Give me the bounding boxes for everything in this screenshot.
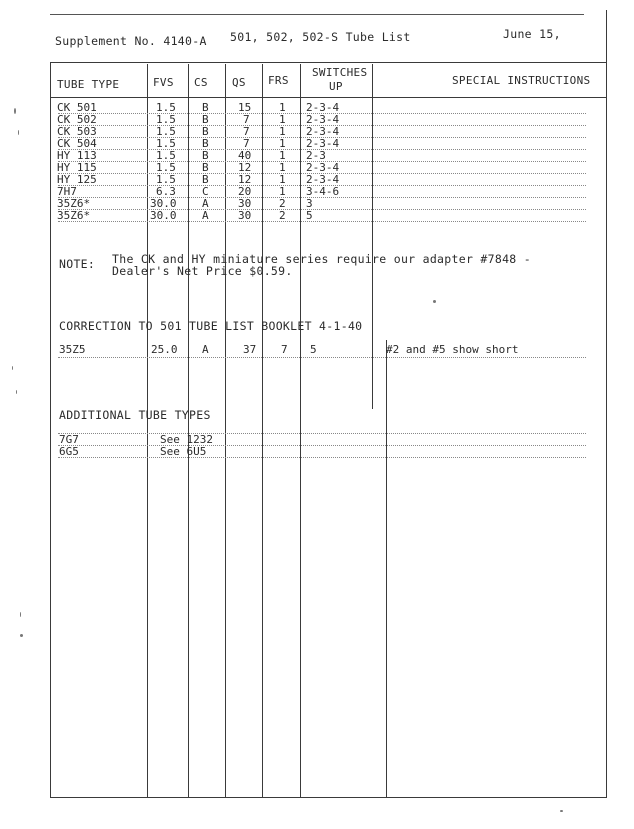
cell-qs: 7 [243,125,250,138]
cell-cs: B [202,113,209,126]
cell-switches: 2-3-4 [306,101,340,114]
cell-switches: 5 [306,209,313,222]
cell-tube: CK 501 [57,101,97,114]
col-header-switches-up: UP [329,80,343,93]
note-label: NOTE: [59,257,96,271]
cell-reference: See 6U5 [160,445,207,458]
cell-cs: C [202,185,209,198]
cell-switches: 2-3-4 [306,137,340,150]
cell-switches: 2-3 [306,149,326,162]
cell-fvs: 1.5 [156,137,176,150]
cell-switches: 2-3-4 [306,125,340,138]
cell-frs: 1 [279,161,286,174]
cell-frs: 1 [279,185,286,198]
cell-switches: 5 [310,343,317,356]
scan-speck [12,366,13,370]
cell-tube: CK 504 [57,137,97,150]
cell-fvs: 6.3 [156,185,176,198]
cell-qs: 7 [243,113,250,126]
row-leader [58,125,586,126]
cell-tube: CK 503 [57,125,97,138]
header-bottom-rule [50,97,606,98]
cell-frs: 1 [279,101,286,114]
cell-qs: 30 [238,209,252,222]
cell-frs: 2 [279,197,286,210]
cell-cs: B [202,101,209,114]
cell-cs: B [202,161,209,174]
scan-speck [16,390,17,394]
row-leader [58,113,586,114]
cell-cs: B [202,125,209,138]
cell-switches: 3 [306,197,313,210]
cell-cs: B [202,149,209,162]
cell-qs: 20 [238,185,252,198]
cell-cs: A [202,209,209,222]
note-text-line-2: Dealer's Net Price $0.59. [112,264,293,278]
cell-frs: 1 [279,173,286,186]
row-leader [58,149,586,150]
col-header-cs: CS [194,76,208,89]
row-leader [58,221,586,222]
cell-frs: 7 [281,343,288,356]
row-leader [58,161,586,162]
cell-fvs: 1.5 [156,173,176,186]
cell-fvs: 25.0 [151,343,178,356]
cell-tube: 6G5 [59,445,79,458]
cell-tube: 35Z6* [57,209,91,222]
cell-fvs: 1.5 [156,125,176,138]
cell-fvs: 1.5 [156,113,176,126]
scan-speck [20,612,21,617]
note-text-line-1: The CK and HY miniature series require our adapter #7848 - [112,252,531,266]
table-bottom-rule [50,797,606,798]
cell-qs: 15 [238,101,252,114]
cell-cs: A [202,197,209,210]
row-leader [58,137,586,138]
col-header-tube-type: TUBE TYPE [57,78,120,91]
col-header-special: SPECIAL INSTRUCTIONS [452,74,591,87]
cell-fvs: 1.5 [156,161,176,174]
scan-speck [20,634,23,637]
cell-fvs: 30.0 [150,209,177,222]
scan-speck [560,810,563,812]
scan-speck [433,300,436,303]
cell-qs: 12 [238,161,252,174]
cell-fvs: 1.5 [156,101,176,114]
col-header-frs: FRS [268,74,289,87]
additional-title: ADDITIONAL TUBE TYPES [59,408,211,422]
cell-tube: HY 125 [57,173,97,186]
row-leader [58,173,586,174]
correction-title: CORRECTION TO 501 TUBE LIST BOOKLET 4-1-40 [59,319,363,333]
document-subject: 501, 502, 502-S Tube List [230,30,411,44]
cell-qs: 30 [238,197,252,210]
cell-reference: See 1232 [160,433,213,446]
cell-frs: 1 [279,149,286,162]
col-header-qs: QS [232,76,246,89]
cell-cs: A [202,343,209,356]
col-header-fvs: FVS [153,76,174,89]
cell-switches: 2-3-4 [306,161,340,174]
cell-tube: HY 113 [57,149,97,162]
scan-speck [18,130,19,135]
cell-tube: 7H7 [57,185,77,198]
row-leader [58,185,586,186]
row-leader [58,445,586,446]
cell-qs: 37 [243,343,257,356]
cell-frs: 1 [279,113,286,126]
cell-frs: 1 [279,125,286,138]
correction-row [0,344,634,356]
cell-cs: B [202,173,209,186]
row-leader [58,197,586,198]
supplement-number: Supplement No. 4140-A [55,34,207,48]
row-leader [58,357,586,358]
top-rule [50,14,584,15]
col-header-switches: SWITCHES [312,66,368,79]
cell-qs: 12 [238,173,252,186]
row-leader [58,209,586,210]
cell-switches: 2-3-4 [306,173,340,186]
document-date: June 15, [503,27,561,41]
cell-fvs: 1.5 [156,149,176,162]
scan-speck [14,108,16,114]
cell-qs: 40 [238,149,252,162]
cell-tube: 7G7 [59,433,79,446]
cell-tube: 35Z6* [57,197,91,210]
row-leader [58,457,586,458]
cell-frs: 1 [279,137,286,150]
cell-special: #2 and #5 show short [386,343,519,356]
table-top-rule [50,62,606,63]
cell-qs: 7 [243,137,250,150]
cell-tube: 35Z5 [59,343,86,356]
cell-switches: 3-4-6 [306,185,340,198]
col-sep-special [386,340,387,798]
cell-cs: B [202,137,209,150]
cell-tube: HY 115 [57,161,97,174]
cell-fvs: 30.0 [150,197,177,210]
cell-frs: 2 [279,209,286,222]
row-leader [58,433,586,434]
cell-tube: CK 502 [57,113,97,126]
cell-switches: 2-3-4 [306,113,340,126]
